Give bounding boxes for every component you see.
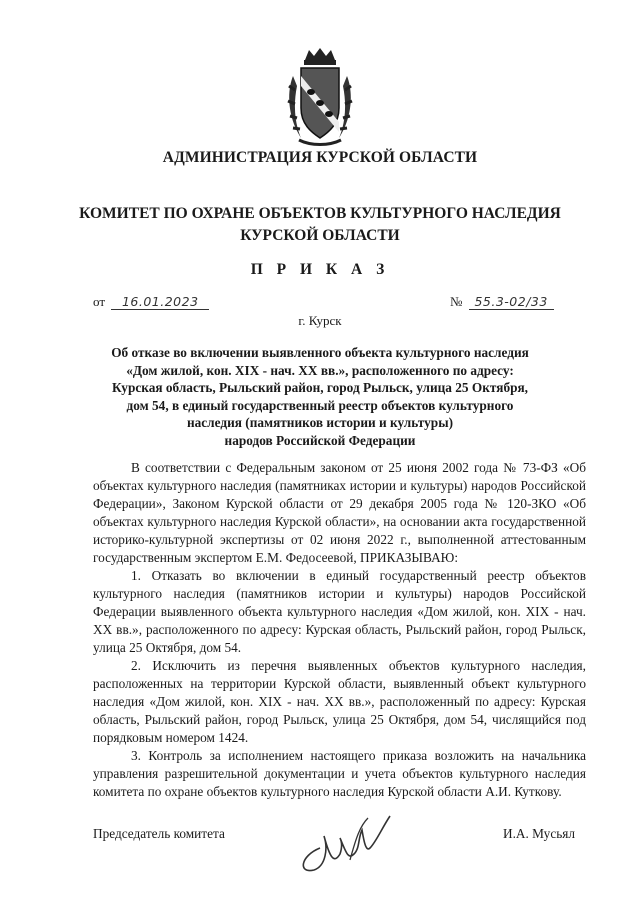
city-label: г. Курск — [298, 313, 342, 328]
date-field — [93, 294, 209, 310]
order-title-line: «Дом жилой, кон. XIX - нач. XX вв.», расположенного по адресу: — [126, 362, 514, 378]
order-body — [93, 459, 586, 801]
signatory-name: И.А. Мусьял — [503, 826, 576, 841]
clause-2-paragraph: 2. Исключить из перечня выявленных объектов культурного наследия, расположенных на территории Курской области, выявленный объект культурного наследия «Дом жилой, кон. XIX - нач. XX вв.», расположенный по адресу: Курская область, Рыльский район, город Рыльск, улица 25 Октября, дом 54, числящийся под порядковым номером 1424. — [93, 658, 586, 745]
committee-heading-line2: КУРСКОЙ ОБЛАСТИ — [240, 227, 400, 244]
order-title-line: дом 54, в единый государственный реестр объектов культурного — [126, 397, 514, 413]
clause-3-paragraph: 3. Контроль за исполнением настоящего приказа возложить на начальника управления разрешительной документации и учета объектов культурного наследия комитета по охране объектов культурного наследия Курской области А.И. Куткову. — [93, 748, 586, 799]
clause-1-paragraph: 1. Отказать во включении в единый государственный реестр объектов культурного наследия (памятников истории и культуры) народов Российской Федерации выявленного объекта культурного наследия «Дом жилой, кон. XIX - нач. XX вв.», расположенного по адресу: Курская область, Рыльский район, город Рыльск, улица 25 Октября, дом 54. — [93, 568, 586, 655]
number-field — [450, 294, 554, 310]
date-value: 16.01.2023 — [111, 294, 209, 310]
date-prefix: от — [93, 294, 106, 309]
signatory-position: Председатель комитета — [93, 826, 225, 841]
order-title-line: Об отказе во включении выявленного объекта культурного наследия — [111, 345, 529, 360]
document-type: П Р И К А З — [250, 261, 390, 278]
order-title-line: Курская область, Рыльский район, город Рыльск, улица 25 Октября, — [111, 380, 529, 396]
committee-heading-line1: КОМИТЕТ ПО ОХРАНЕ ОБЪЕКТОВ КУЛЬТУРНОГО НАСЛЕДИЯ — [79, 205, 561, 222]
order-title-line: наследия (памятников истории и культуры) — [186, 415, 454, 431]
administration-heading: АДМИНИСТРАЦИЯ КУРСКОЙ ОБЛАСТИ — [162, 149, 478, 166]
handwritten-signature-icon — [290, 808, 400, 880]
preamble-paragraph: В соответствии с Федеральным законом от 25 июня 2002 года № 73-ФЗ «Об объектах культурного наследия (памятниках истории и культуры) народов Российской Федерации», Законом Курской области от 29 декабря 2005 года № 120-ЗКО «Об объектах культурного наследия Курской области», на основании акта государственной историко-культурной экспертизы от 02 июня 2022 г., выполненной аттестованным государственным экспертом Е.М. Федосеевой, ПРИКАЗЫВАЮ: — [93, 460, 586, 565]
order-title-line: народов Российской Федерации — [224, 432, 416, 448]
order-title — [105, 344, 535, 450]
number-value: 55.3-02/33 — [469, 294, 554, 310]
committee-heading — [0, 203, 640, 247]
number-prefix: № — [450, 294, 463, 309]
kursk-coat-of-arms-icon — [283, 46, 357, 148]
